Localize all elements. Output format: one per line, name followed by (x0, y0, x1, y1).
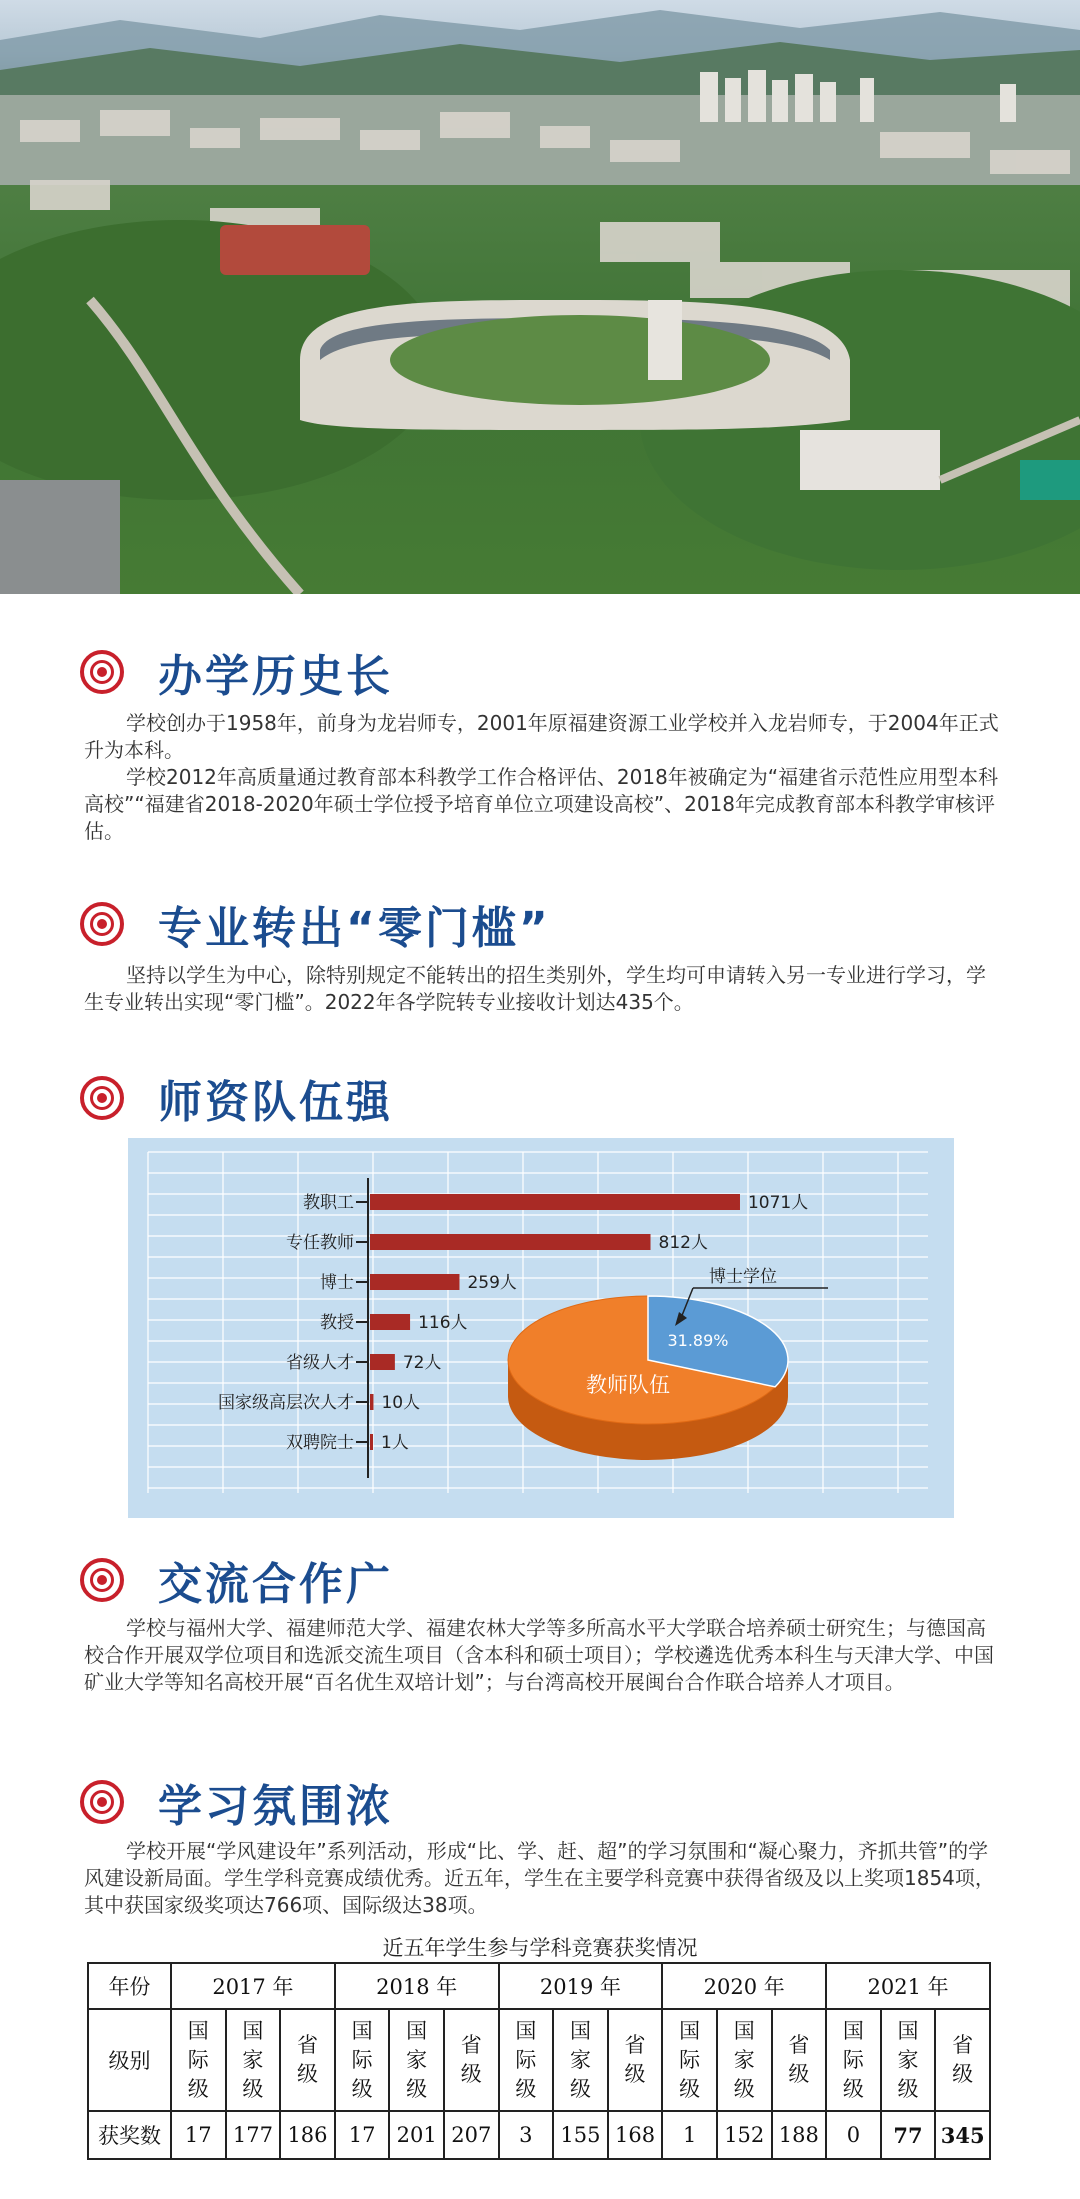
count-cell: 201 (389, 2111, 444, 2159)
count-cell: 17 (171, 2111, 226, 2159)
year-cell: 2021 年 (826, 1963, 990, 2009)
category-label: 教授 (320, 1313, 354, 1333)
level-header-cell: 级别 (88, 2009, 171, 2111)
category-label: 省级人才 (286, 1353, 354, 1373)
section-header-study (80, 1772, 393, 1832)
level-cell (717, 2009, 772, 2111)
level-label: 省级 (788, 2033, 810, 2086)
level-label: 省级 (460, 2033, 482, 2086)
year-cell: 2018 年 (335, 1963, 499, 2009)
count-cell: 188 (772, 2111, 827, 2159)
count-header-cell: 获奖数 (88, 2111, 171, 2159)
target-bullet-icon (80, 1076, 124, 1120)
level-label: 国际级 (679, 2018, 701, 2101)
category-label: 双聘院士 (286, 1433, 354, 1453)
count-cell: 207 (444, 2111, 499, 2159)
paragraph: 学校开展“学风建设年”系列活动，形成“比、学、赶、超”的学习氛围和“凝心聚力，齐抓共管”的学风建设新局面。学生学科竞赛成绩优秀。近五年，学生在主要学科竞赛中获得省级及以上奖项1854项，其中获国家级奖项达766项、国际级达38项。 (84, 1839, 995, 1917)
level-label: 国家级 (897, 2018, 919, 2101)
level-cell (662, 2009, 717, 2111)
value-label: 72人 (402, 1353, 442, 1373)
level-cell (444, 2009, 499, 2111)
level-cell (499, 2009, 554, 2111)
paragraph: 学校与福州大学、福建师范大学、福建农林大学等多所高水平大学联合培养硕士研究生；与德国高校合作开展双学位项目和选派交流生项目（含本科和硕士项目）；学校遴选优秀本科生与天津大学、中国矿业大学等知名高校开展“百名优生双培计划”；与台湾高校开展闽台合作联合培养人才项目。 (84, 1616, 994, 1694)
section-title: 专业转出“零门槛” (158, 903, 551, 954)
level-label: 省级 (952, 2033, 974, 2086)
count-cell: 1 (662, 2111, 717, 2159)
year-cell: 2020 年 (662, 1963, 826, 2009)
section-header-faculty (80, 1068, 393, 1128)
section-header-exchange (80, 1550, 393, 1610)
table-level-row (88, 2009, 990, 2111)
count-cell: 177 (226, 2111, 281, 2159)
level-label: 国际级 (351, 2018, 373, 2101)
level-cell (171, 2009, 226, 2111)
table-header-row (88, 1963, 990, 2009)
category-label: 国家级高层次人才 (218, 1393, 354, 1413)
table-count-row (88, 2111, 990, 2159)
award-table (87, 1962, 991, 2160)
year-cell: 2017 年 (171, 1963, 335, 2009)
bar (370, 1394, 373, 1410)
paragraph: 坚持以学生为中心，除特别规定不能转出的招生类别外，学生均可申请转入另一专业进行学习，学生专业转出实现“零门槛”。2022年各学院转专业接收计划达435个。 (84, 963, 986, 1014)
value-label: 116人 (418, 1313, 468, 1333)
level-cell (608, 2009, 663, 2111)
category-label: 博士 (320, 1273, 354, 1293)
target-bullet-icon (80, 1558, 124, 1602)
section-title: 办学历史长 (158, 651, 393, 702)
count-cell: 155 (553, 2111, 608, 2159)
level-label: 国际级 (515, 2018, 537, 2101)
value-label: 1人 (381, 1433, 409, 1453)
target-bullet-icon (80, 650, 124, 694)
pie-teachers-label: 教师队伍 (586, 1373, 670, 1397)
count-cell: 186 (280, 2111, 335, 2159)
year-header-cell: 年份 (88, 1963, 171, 2009)
section-body-study (84, 1838, 1000, 1919)
level-cell (826, 2009, 881, 2111)
level-label: 国家级 (733, 2018, 755, 2101)
pie-percent-label: 31.89% (667, 1331, 729, 1350)
count-cell: 3 (499, 2111, 554, 2159)
level-cell (335, 2009, 390, 2111)
section-body-major-transfer (84, 962, 1000, 1016)
level-label: 国家级 (242, 2018, 264, 2101)
section-title: 师资队伍强 (158, 1077, 393, 1128)
section-body-history (84, 710, 1000, 845)
callout-label: 博士学位 (709, 1267, 777, 1287)
section-body-exchange (84, 1615, 1000, 1696)
level-cell (935, 2009, 990, 2111)
bar (370, 1234, 651, 1250)
count-cell: 17 (335, 2111, 390, 2159)
paragraph: 学校创办于1958年，前身为龙岩师专，2001年原福建资源工业学校并入龙岩师专，于2004年正式升为本科。 (84, 711, 999, 762)
level-label: 国家级 (569, 2018, 591, 2101)
paragraph: 学校2012年高质量通过教育部本科教学工作合格评估、2018年被确定为“福建省示范性应用型本科高校”“福建省2018-2020年硕士学位授予培育单位立项建设高校”、2018年完成教育部本科教学审核评估。 (84, 765, 999, 843)
value-label: 812人 (658, 1233, 708, 1253)
count-cell: 0 (826, 2111, 881, 2159)
bar (370, 1354, 395, 1370)
bar (370, 1274, 459, 1290)
value-label: 259人 (467, 1273, 517, 1293)
section-header-history (80, 642, 393, 702)
count-cell: 168 (608, 2111, 663, 2159)
target-bullet-icon (80, 902, 124, 946)
level-cell (280, 2009, 335, 2111)
category-label: 专任教师 (286, 1233, 354, 1253)
level-label: 国家级 (406, 2018, 428, 2101)
level-label: 国际级 (842, 2018, 864, 2101)
level-cell (772, 2009, 827, 2111)
value-label: 10人 (381, 1393, 421, 1413)
level-cell (881, 2009, 936, 2111)
level-label: 省级 (624, 2033, 646, 2086)
level-cell (226, 2009, 281, 2111)
bar (370, 1314, 410, 1330)
bar (370, 1194, 740, 1210)
year-cell: 2019 年 (499, 1963, 663, 2009)
count-cell: 345 (935, 2111, 990, 2159)
count-cell: 152 (717, 2111, 772, 2159)
category-label: 教职工 (303, 1193, 354, 1213)
campus-aerial-photo (0, 0, 1080, 594)
table-caption: 近五年学生参与学科竞赛获奖情况 (382, 1936, 698, 1960)
section-header-major-transfer (80, 894, 551, 954)
level-label: 国际级 (187, 2018, 209, 2101)
section-title: 学习氛围浓 (158, 1781, 393, 1832)
count-cell: 77 (881, 2111, 936, 2159)
level-cell (553, 2009, 608, 2111)
faculty-chart (128, 1138, 954, 1518)
level-cell (389, 2009, 444, 2111)
value-label: 1071人 (747, 1193, 809, 1213)
faculty-chart-svg (128, 1138, 954, 1518)
level-label: 省级 (296, 2033, 318, 2086)
target-bullet-icon (80, 1780, 124, 1824)
bar (370, 1434, 373, 1450)
section-title: 交流合作广 (158, 1559, 393, 1610)
